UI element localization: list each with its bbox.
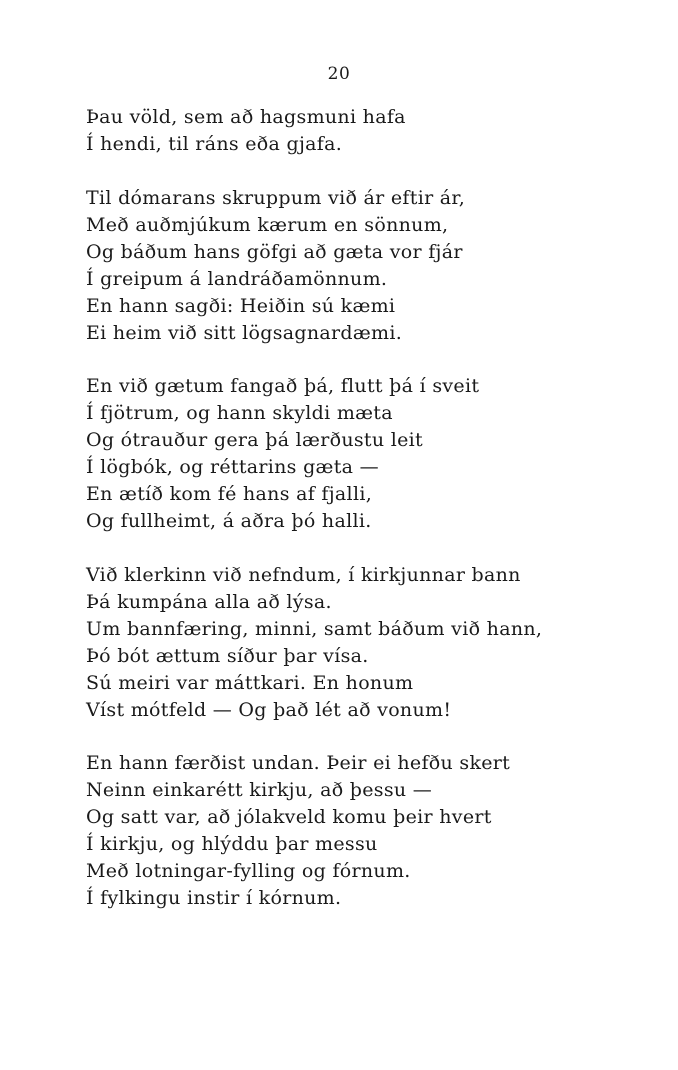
stanza-4 — [86, 562, 666, 724]
poem-line: Ei heim við sitt lögsagnardæmi. — [86, 321, 403, 344]
poem-line: Í lögbók, og réttarins gæta — — [86, 456, 379, 478]
poem-line: Með auðmjúkum kærum en sönnum, — [86, 213, 449, 236]
poem-line: En við gætum fangað þá, flutt þá í sveit — [86, 375, 480, 397]
stanza-3 — [86, 373, 666, 535]
poem-line: En ætíð kom fé hans af fjalli, — [86, 483, 373, 505]
stanza-1 — [86, 104, 666, 158]
poem-line: Í hendi, til ráns eða gjafa. — [86, 133, 343, 155]
poem-line: En hann sagði: Heiðin sú kæmi — [86, 294, 396, 317]
stanza-5 — [86, 750, 666, 912]
poem-line: Þó bót ættum síður þar vísa. — [86, 644, 369, 667]
poem-body — [86, 104, 666, 939]
poem-line: Þá kumpána alla að lýsa. — [86, 590, 332, 613]
poem-line: Í fylkingu instir í kórnum. — [86, 887, 342, 909]
poem-line: Með lotningar-fylling og fórnum. — [86, 860, 411, 882]
poem-line: Þau völd, sem að hagsmuni hafa — [86, 106, 406, 128]
page-number: 20 — [327, 64, 351, 84]
poem-line: Um bannfæring, minni, samt báðum við hann, — [86, 617, 543, 640]
poem-line: Í kirkju, og hlýddu þar messu — [86, 833, 378, 855]
poem-line: Neinn einkarétt kirkju, að þessu — — [86, 779, 433, 801]
poem-line: Og báðum hans göfgi að gæta vor fjár — [86, 240, 463, 263]
poem-line: Og satt var, að jólakveld komu þeir hvert — [86, 806, 492, 828]
poem-line: Og ótrauður gera þá lærðustu leit — [86, 429, 423, 451]
poem-line: Í fjötrum, og hann skyldi mæta — [86, 402, 393, 424]
stanza-2 — [86, 185, 666, 347]
poem-line: Víst mótfeld — Og það lét að vonum! — [86, 698, 452, 721]
poem-line: Í greipum á landráðamönnum. — [86, 267, 388, 290]
poem-line: En hann færðist undan. Þeir ei hefðu skert — [86, 752, 511, 774]
poem-line: Til dómarans skruppum við ár eftir ár, — [86, 186, 466, 209]
poem-line: Við klerkinn við nefndum, í kirkjunnar bann — [86, 563, 521, 586]
poem-line: Og fullheimt, á aðra þó halli. — [86, 510, 372, 532]
poem-line: Sú meiri var máttkari. En honum — [86, 671, 414, 694]
